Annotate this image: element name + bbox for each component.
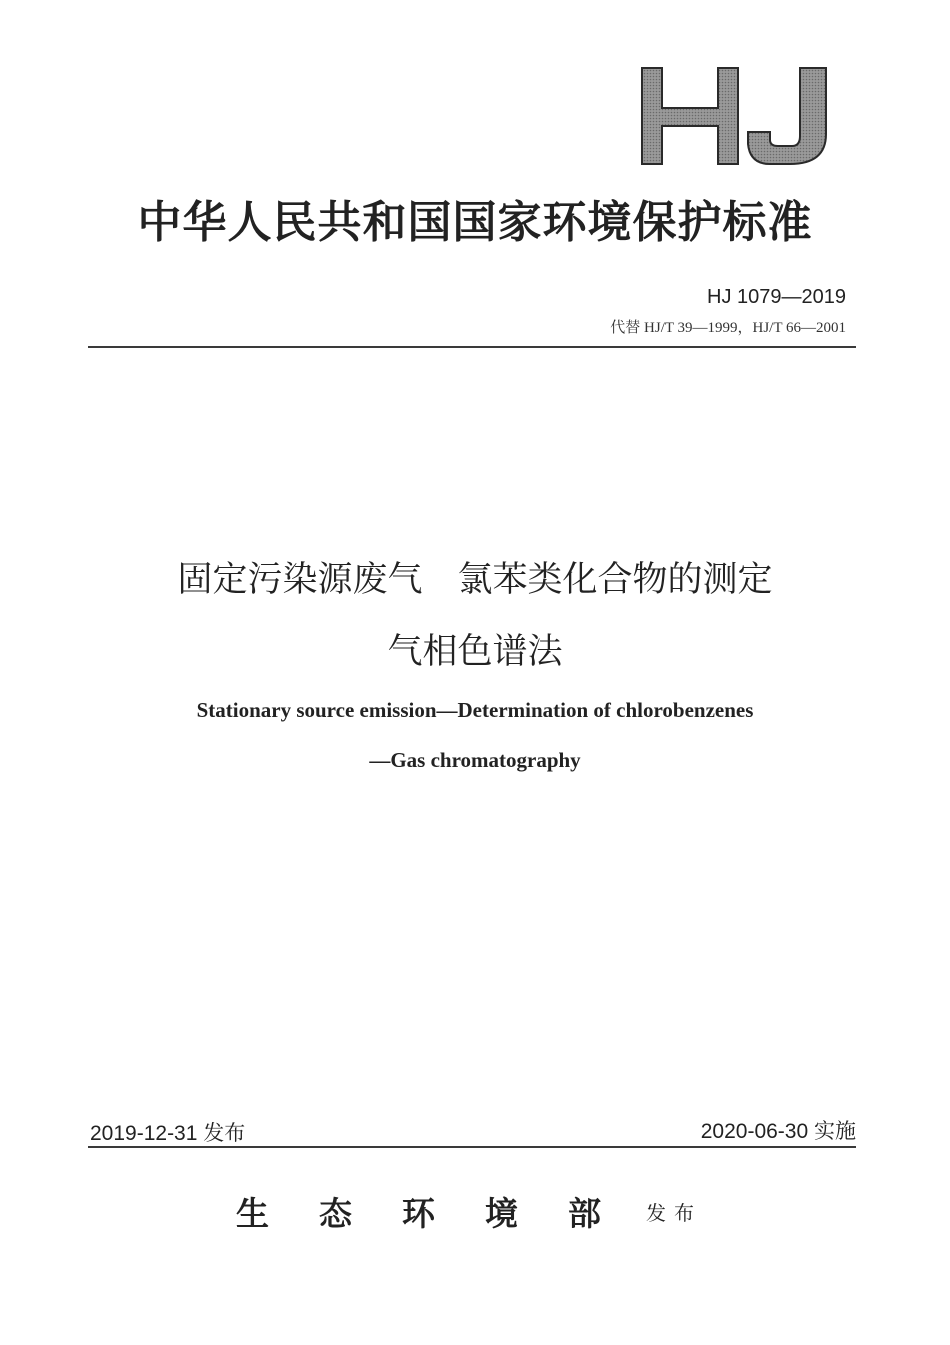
title-chinese-line-2: 气相色谱法: [387, 632, 563, 672]
replaces-standards: 代替 HJ/T 39—1999，HJ/T 66—2001: [610, 320, 846, 336]
title-chinese-line-1: 固定污染源废气 氯苯类化合物的测定: [177, 560, 773, 600]
title-english-line-2: —Gas chromatography: [369, 748, 581, 772]
issue-date: 2019-12-31 发布: [90, 1122, 246, 1145]
hj-logo: [640, 66, 830, 166]
implementation-date: 2020-06-30 实施: [700, 1120, 856, 1143]
issuing-label: 发布: [646, 1201, 702, 1225]
top-divider: [88, 346, 856, 348]
bottom-divider: [88, 1146, 856, 1148]
standard-number: HJ 1079—2019: [707, 286, 846, 308]
issuing-authority: 生态环境部: [236, 1194, 651, 1233]
national-standard-title: 中华人民共和国国家环境保护标准: [137, 197, 813, 248]
title-english-line-1: Stationary source emission—Determination of chlorobenzenes: [196, 698, 754, 722]
